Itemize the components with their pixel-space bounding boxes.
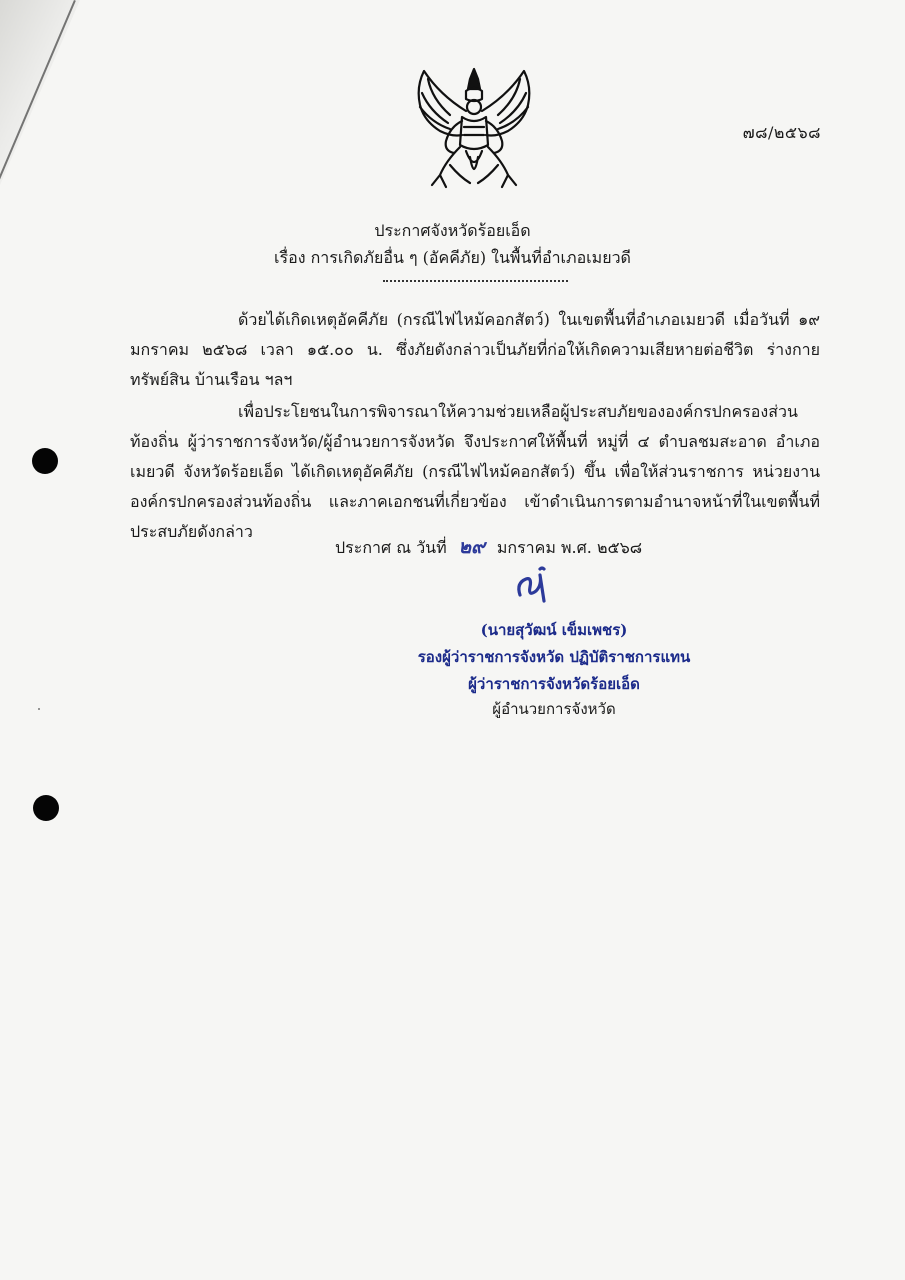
paragraph-incident-text: ด้วยได้เกิดเหตุอัคคีภัย (กรณีไฟไหม้คอกสัตว์) ในเขตพื้นที่อำเภอเมยวดี เมื่อวันที่ ๑๙ มกราคม ๒๕๖๘ เวลา ๑๕.๐๐ น. ซึ่งภัยดังกล่าวเป็นภัยที่ก่อให้เกิดความเสียหายต่อชีวิต ร่างกาย ทรัพย์สิน บ้านเรือน ฯลฯ	[130, 310, 820, 389]
garuda-emblem-icon	[410, 65, 538, 191]
document-number: ๗๘/๒๕๖๘	[742, 123, 821, 142]
scan-speck	[38, 708, 40, 710]
paragraph-incident	[130, 305, 820, 395]
signatory-name: (นายสุวัฒน์ เข็มเพชร)	[480, 621, 628, 639]
folded-corner	[0, 0, 90, 190]
signatory-position-deputy: รองผู้ว่าราชการจังหวัด ปฏิบัติราชการแทน	[417, 648, 691, 666]
date-suffix: มกราคม พ.ศ. ๒๕๖๘	[496, 538, 643, 557]
announcement-date	[335, 532, 642, 562]
date-day-handwritten: ๒๙	[458, 536, 485, 558]
paragraph-declaration-text: เพื่อประโยชนในการพิจารณาให้ความช่วยเหลือผู้ประสบภัยขององค์กรปกครองส่วนท้องถิ่น ผู้ว่าราชการจังหวัด/ผู้อำนวยการจังหวัด จึงประกาศให้พื้นที่ หมู่ที่ ๔ ตำบลชมสะอาด อำเภอเมยวดี จังหวัดร้อยเอ็ด ได้เกิดเหตุอัคคีภัย (กรณีไฟไหม้คอกสัตว์) ขึ้น เพื่อให้ส่วนราชการ หน่วยงาน องค์กรปกครองส่วนท้องถิ่น และภาคเอกชนที่เกี่ยวข้อง เข้าดำเนินการตามอำนาจหน้าที่ในเขตพื้นที่ประสบภัยดังกล่าว	[130, 402, 820, 541]
dotted-divider	[383, 280, 568, 282]
signatory-position-director: ผู้อำนวยการจังหวัด	[492, 700, 616, 718]
signatory-position-governor: ผู้ว่าราชการจังหวัดร้อยเอ็ด	[468, 675, 640, 693]
paragraph-declaration	[130, 397, 820, 547]
announcement-title: ประกาศจังหวัดร้อยเอ็ด	[374, 221, 531, 240]
date-prefix: ประกาศ ณ วันที่	[335, 538, 447, 557]
punch-hole-top	[32, 448, 58, 474]
handwritten-signature	[510, 565, 554, 607]
punch-hole-bottom	[33, 795, 59, 821]
announcement-subject: เรื่อง การเกิดภัยอื่น ๆ (อัคคีภัย) ในพื้นที่อำเภอเมยวดี	[274, 248, 631, 267]
